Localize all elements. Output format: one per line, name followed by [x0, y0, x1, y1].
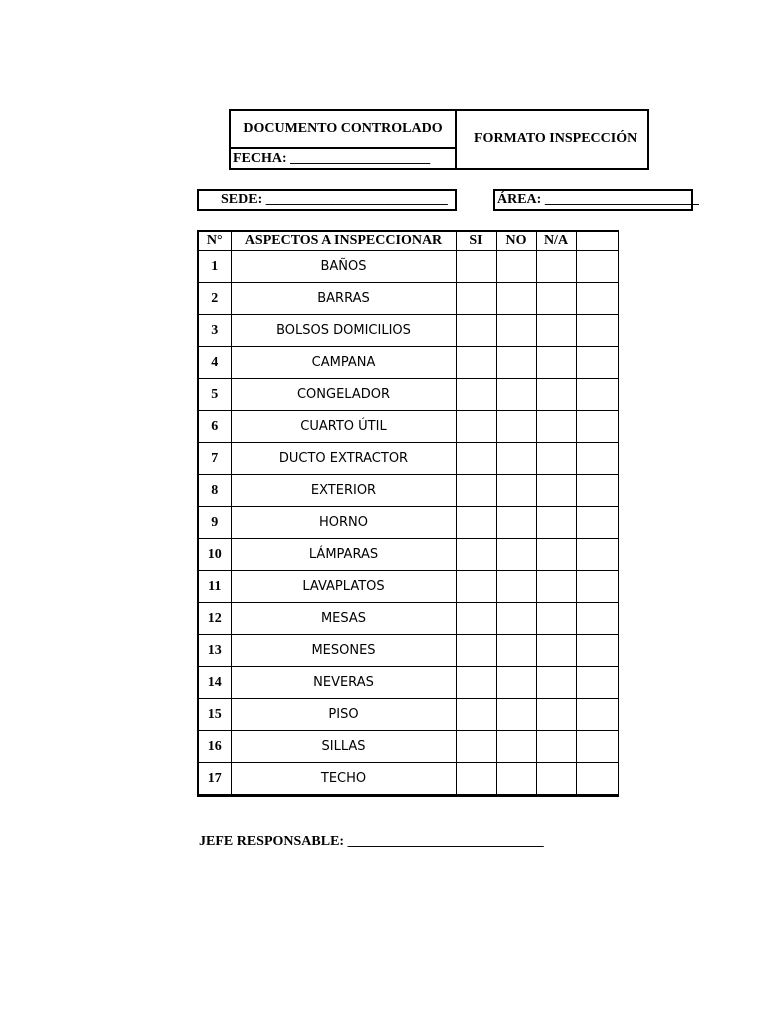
si-checkbox-cell[interactable] — [456, 443, 496, 475]
si-checkbox-cell[interactable] — [456, 475, 496, 507]
extra-cell[interactable] — [576, 251, 618, 283]
row-aspect: CUARTO ÚTIL — [231, 411, 456, 443]
row-aspect: LAVAPLATOS — [231, 571, 456, 603]
table-row — [198, 603, 618, 635]
row-aspect: NEVERAS — [231, 667, 456, 699]
table-row — [198, 443, 618, 475]
table-row — [198, 347, 618, 379]
row-number: 16 — [198, 731, 231, 763]
extra-cell[interactable] — [576, 507, 618, 539]
extra-cell[interactable] — [576, 411, 618, 443]
si-checkbox-cell[interactable] — [456, 379, 496, 411]
table-row — [198, 315, 618, 347]
no-checkbox-cell[interactable] — [496, 315, 536, 347]
row-aspect: PISO — [231, 699, 456, 731]
no-checkbox-cell[interactable] — [496, 507, 536, 539]
row-number: 5 — [198, 379, 231, 411]
no-checkbox-cell[interactable] — [496, 539, 536, 571]
sede-field[interactable]: SEDE: __________________________ — [197, 189, 457, 211]
row-aspect: BAÑOS — [231, 251, 456, 283]
column-header-si: SI — [456, 231, 496, 251]
row-aspect: BOLSOS DOMICILIOS — [231, 315, 456, 347]
header-box — [229, 109, 649, 170]
si-checkbox-cell[interactable] — [456, 635, 496, 667]
jefe-responsable-field[interactable]: JEFE RESPONSABLE: ____________________________ — [199, 834, 544, 849]
no-checkbox-cell[interactable] — [496, 443, 536, 475]
si-checkbox-cell[interactable] — [456, 283, 496, 315]
no-checkbox-cell[interactable] — [496, 251, 536, 283]
no-checkbox-cell[interactable] — [496, 763, 536, 796]
si-checkbox-cell[interactable] — [456, 507, 496, 539]
extra-cell[interactable] — [576, 763, 618, 796]
row-number: 7 — [198, 443, 231, 475]
no-checkbox-cell[interactable] — [496, 347, 536, 379]
row-aspect: BARRAS — [231, 283, 456, 315]
table-row — [198, 571, 618, 603]
table-row — [198, 283, 618, 315]
table-row — [198, 539, 618, 571]
extra-cell[interactable] — [576, 283, 618, 315]
table-row — [198, 699, 618, 731]
row-aspect: MESAS — [231, 603, 456, 635]
extra-cell[interactable] — [576, 347, 618, 379]
table-header-row — [198, 231, 618, 251]
na-checkbox-cell[interactable] — [536, 699, 576, 731]
si-checkbox-cell[interactable] — [456, 603, 496, 635]
extra-cell[interactable] — [576, 379, 618, 411]
row-number: 17 — [198, 763, 231, 796]
na-checkbox-cell[interactable] — [536, 539, 576, 571]
row-aspect: EXTERIOR — [231, 475, 456, 507]
row-number: 10 — [198, 539, 231, 571]
si-checkbox-cell[interactable] — [456, 571, 496, 603]
header-left-cell — [231, 111, 457, 168]
document-controlled-label: DOCUMENTO CONTROLADO — [231, 111, 455, 149]
no-checkbox-cell[interactable] — [496, 731, 536, 763]
na-checkbox-cell[interactable] — [536, 315, 576, 347]
table-row — [198, 667, 618, 699]
extra-cell[interactable] — [576, 443, 618, 475]
no-checkbox-cell[interactable] — [496, 571, 536, 603]
no-checkbox-cell[interactable] — [496, 379, 536, 411]
row-number: 11 — [198, 571, 231, 603]
row-number: 14 — [198, 667, 231, 699]
no-checkbox-cell[interactable] — [496, 667, 536, 699]
no-checkbox-cell[interactable] — [496, 283, 536, 315]
na-checkbox-cell[interactable] — [536, 667, 576, 699]
row-number: 15 — [198, 699, 231, 731]
na-checkbox-cell[interactable] — [536, 347, 576, 379]
row-aspect: CONGELADOR — [231, 379, 456, 411]
fecha-field[interactable]: FECHA: ____________________ — [233, 151, 431, 166]
no-checkbox-cell[interactable] — [496, 635, 536, 667]
table-row — [198, 635, 618, 667]
extra-cell[interactable] — [576, 667, 618, 699]
row-aspect: SILLAS — [231, 731, 456, 763]
inspection-table — [197, 230, 619, 797]
row-aspect: MESONES — [231, 635, 456, 667]
row-number: 9 — [198, 507, 231, 539]
row-aspect: CAMPANA — [231, 347, 456, 379]
column-header-na: N/A — [536, 231, 576, 251]
table-row — [198, 475, 618, 507]
si-checkbox-cell[interactable] — [456, 347, 496, 379]
row-number: 8 — [198, 475, 231, 507]
na-checkbox-cell[interactable] — [536, 507, 576, 539]
table-row — [198, 379, 618, 411]
na-checkbox-cell[interactable] — [536, 603, 576, 635]
table-row — [198, 763, 618, 796]
si-checkbox-cell[interactable] — [456, 411, 496, 443]
extra-cell[interactable] — [576, 475, 618, 507]
na-checkbox-cell[interactable] — [536, 763, 576, 796]
si-checkbox-cell[interactable] — [456, 763, 496, 796]
row-aspect: HORNO — [231, 507, 456, 539]
si-checkbox-cell[interactable] — [456, 315, 496, 347]
column-header-number: N° — [198, 231, 231, 251]
no-checkbox-cell[interactable] — [496, 603, 536, 635]
extra-cell[interactable] — [576, 731, 618, 763]
na-checkbox-cell[interactable] — [536, 731, 576, 763]
extra-cell[interactable] — [576, 603, 618, 635]
row-aspect: TECHO — [231, 763, 456, 796]
row-number: 6 — [198, 411, 231, 443]
table-row — [198, 251, 618, 283]
table-row — [198, 507, 618, 539]
no-checkbox-cell[interactable] — [496, 411, 536, 443]
row-number: 2 — [198, 283, 231, 315]
na-checkbox-cell[interactable] — [536, 443, 576, 475]
row-number: 12 — [198, 603, 231, 635]
extra-cell[interactable] — [576, 635, 618, 667]
si-checkbox-cell[interactable] — [456, 667, 496, 699]
table-body — [198, 251, 618, 796]
row-number: 1 — [198, 251, 231, 283]
row-number: 3 — [198, 315, 231, 347]
column-header-extra — [576, 231, 618, 251]
na-checkbox-cell[interactable] — [536, 411, 576, 443]
table-row — [198, 411, 618, 443]
form-title: FORMATO INSPECCIÓN — [474, 131, 638, 146]
si-checkbox-cell[interactable] — [456, 699, 496, 731]
no-checkbox-cell[interactable] — [496, 475, 536, 507]
row-number: 13 — [198, 635, 231, 667]
na-checkbox-cell[interactable] — [536, 251, 576, 283]
row-number: 4 — [198, 347, 231, 379]
no-checkbox-cell[interactable] — [496, 699, 536, 731]
si-checkbox-cell[interactable] — [456, 731, 496, 763]
extra-cell[interactable] — [576, 699, 618, 731]
row-aspect: LÁMPARAS — [231, 539, 456, 571]
na-checkbox-cell[interactable] — [536, 571, 576, 603]
column-header-no: NO — [496, 231, 536, 251]
column-header-aspects: ASPECTOS A INSPECCIONAR — [231, 231, 456, 251]
si-checkbox-cell[interactable] — [456, 251, 496, 283]
na-checkbox-cell[interactable] — [536, 379, 576, 411]
si-checkbox-cell[interactable] — [456, 539, 496, 571]
extra-cell[interactable] — [576, 315, 618, 347]
area-field[interactable]: ÁREA: ______________________ — [493, 189, 693, 211]
table-row — [198, 731, 618, 763]
na-checkbox-cell[interactable] — [536, 283, 576, 315]
extra-cell[interactable] — [576, 571, 618, 603]
row-aspect: DUCTO EXTRACTOR — [231, 443, 456, 475]
na-checkbox-cell[interactable] — [536, 475, 576, 507]
na-checkbox-cell[interactable] — [536, 635, 576, 667]
extra-cell[interactable] — [576, 539, 618, 571]
